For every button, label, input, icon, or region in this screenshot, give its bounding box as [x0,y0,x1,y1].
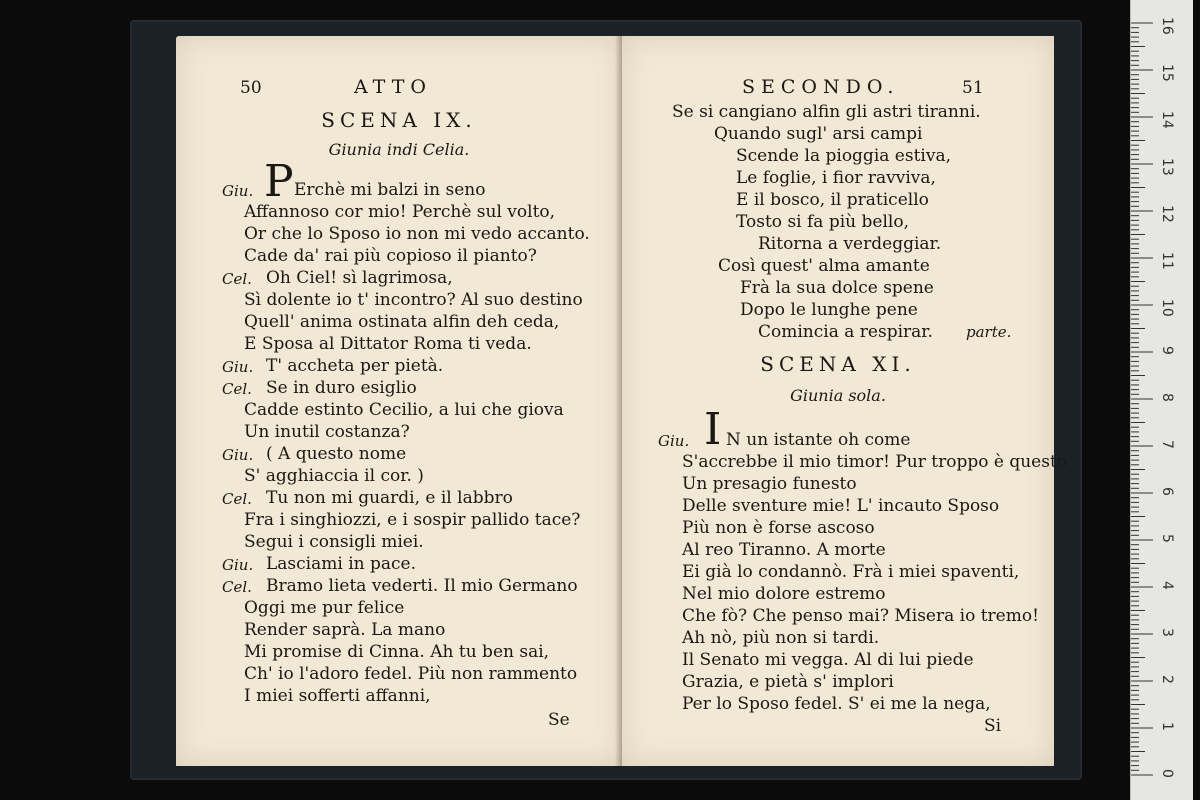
verse-line: T' accheta per pietà. [266,356,444,376]
verse-line: Oggi me pur felice [244,598,405,618]
open-book [130,20,1082,780]
verse-line: Tosto si fa più bello, [736,212,909,232]
verse-line: Segui i consigli miei. [244,532,424,552]
verse-line: Comincia a respirar. [758,322,933,342]
ruler-label: 7 [1159,440,1175,449]
verse-line: Più non è forse ascoso [682,518,875,538]
verse-line: Render saprà. La mano [244,620,446,640]
measurement-ruler [1130,0,1193,800]
speaker-label: Cel. [222,380,252,398]
verse-line: Così quest' alma amante [718,256,930,276]
speaker-label: Cel. [222,270,252,288]
stage-direction: Giunia sola. [790,386,886,405]
verse-line: E il bosco, il praticello [736,190,929,210]
catchword: Si [984,716,1002,736]
ruler-label: 8 [1159,393,1175,402]
ruler-label: 5 [1159,534,1175,543]
catchword: Se [548,710,570,730]
speaker-label: Cel. [222,578,252,596]
ruler-label: 15 [1159,64,1175,82]
verse-line: Le foglie, i fior ravviva, [736,168,936,188]
verse-line: N un istante oh come [726,430,911,450]
verse-line: Che fò? Che penso mai? Misera io tremo! [682,606,1039,626]
verse-line: Or che lo Sposo io non mi vedo accanto. [244,224,590,244]
ruler-label: 10 [1159,299,1175,317]
ruler-label: 14 [1159,111,1175,129]
verse-line: Cadde estinto Cecilio, a lui che giova [244,400,564,420]
verse-line: ( A questo nome [266,444,407,464]
ruler-label: 12 [1159,205,1175,223]
drop-cap: I [704,404,722,455]
verse-line: Se si cangiano alfin gli astri tiranni. [672,102,981,122]
running-head: ATTO [354,76,432,98]
ruler-label: 9 [1159,346,1175,355]
page-number: 51 [962,78,984,98]
drop-cap: P [264,156,294,207]
verse-line: Cade da' rai più copioso il pianto? [244,246,537,266]
verse-line: E Sposa al Dittator Roma ti veda. [244,334,532,354]
verse-line: S' agghiaccia il cor. ) [244,466,424,486]
verse-line: Sì dolente io t' incontro? Al suo destino [244,290,583,310]
verse-line: Mi promise di Cinna. Ah tu ben sai, [244,642,550,662]
ruler-label: 2 [1159,675,1175,684]
verse-line: Il Senato mi vegga. Al di lui piede [682,650,974,670]
verse-line: Erchè mi balzi in seno [294,180,486,200]
speaker-label: Giu. [222,182,254,200]
verse-line: Bramo lieta vederti. Il mio Germano [266,576,578,596]
verse-line: Al reo Tiranno. A morte [682,540,886,560]
verse-line: Oh Ciel! sì lagrimosa, [266,268,453,288]
scene-title: SCENA IX. [321,108,477,132]
stage-direction: Giunia indi Celia. [328,140,470,159]
verse-line: Fra i singhiozzi, e i sospir pallido tace? [244,510,581,530]
verse-line: Tu non mi guardi, e il labbro [266,488,513,508]
speaker-label: Giu. [222,446,254,464]
ruler-label: 0 [1159,769,1175,778]
verse-line: Quell' anima ostinata alfin deh ceda, [244,312,560,332]
verse-line: Se in duro esiglio [266,378,417,398]
verse-line: Lasciami in pace. [266,554,416,574]
verse-line: Per lo Sposo fedel. S' ei me la nega, [682,694,991,714]
speaker-label: Giu. [658,432,690,450]
verse-line: Delle sventure mie! L' incauto Sposo [682,496,1000,516]
verse-line: Quando sugl' arsi campi [714,124,923,144]
scene-title: SCENA XI. [760,352,916,376]
verse-line: Ch' io l'adoro fedel. Più non rammento [244,664,578,684]
page-number: 50 [240,78,262,98]
verse-line: I miei sofferti affanni, [244,686,431,706]
ruler-label: 16 [1159,17,1175,35]
left-page [176,36,622,766]
ruler-label: 1 [1159,722,1175,731]
ruler-label: 4 [1159,581,1175,590]
running-head: SECONDO. [742,76,900,98]
verse-line: Ah nò, più non si tardi. [682,628,880,648]
verse-line: Nel mio dolore estremo [682,584,886,604]
exit-note: parte. [966,323,1012,341]
verse-line: Ritorna a verdeggiar. [758,234,942,254]
verse-line: S'accrebbe il mio timor! Pur troppo è questo [682,452,1068,472]
verse-line: Scende la pioggia estiva, [736,146,951,166]
verse-line: Un inutil costanza? [244,422,410,442]
verse-line: Ei già lo condannò. Frà i miei spaventi, [682,562,1020,582]
right-page [622,36,1068,766]
speaker-label: Giu. [222,556,254,574]
speaker-label: Cel. [222,490,252,508]
ruler-label: 11 [1159,252,1175,270]
verse-line: Un presagio funesto [682,474,857,494]
verse-line: Frà la sua dolce spene [740,278,934,298]
verse-line: Affannoso cor mio! Perchè sul volto, [244,202,556,222]
ruler-label: 13 [1159,158,1175,176]
verse-line: Dopo le lunghe pene [740,300,918,320]
verse-line: Grazia, e pietà s' implori [682,672,894,692]
speaker-label: Giu. [222,358,254,376]
ruler-label: 3 [1159,628,1175,637]
ruler-label: 6 [1159,487,1175,496]
